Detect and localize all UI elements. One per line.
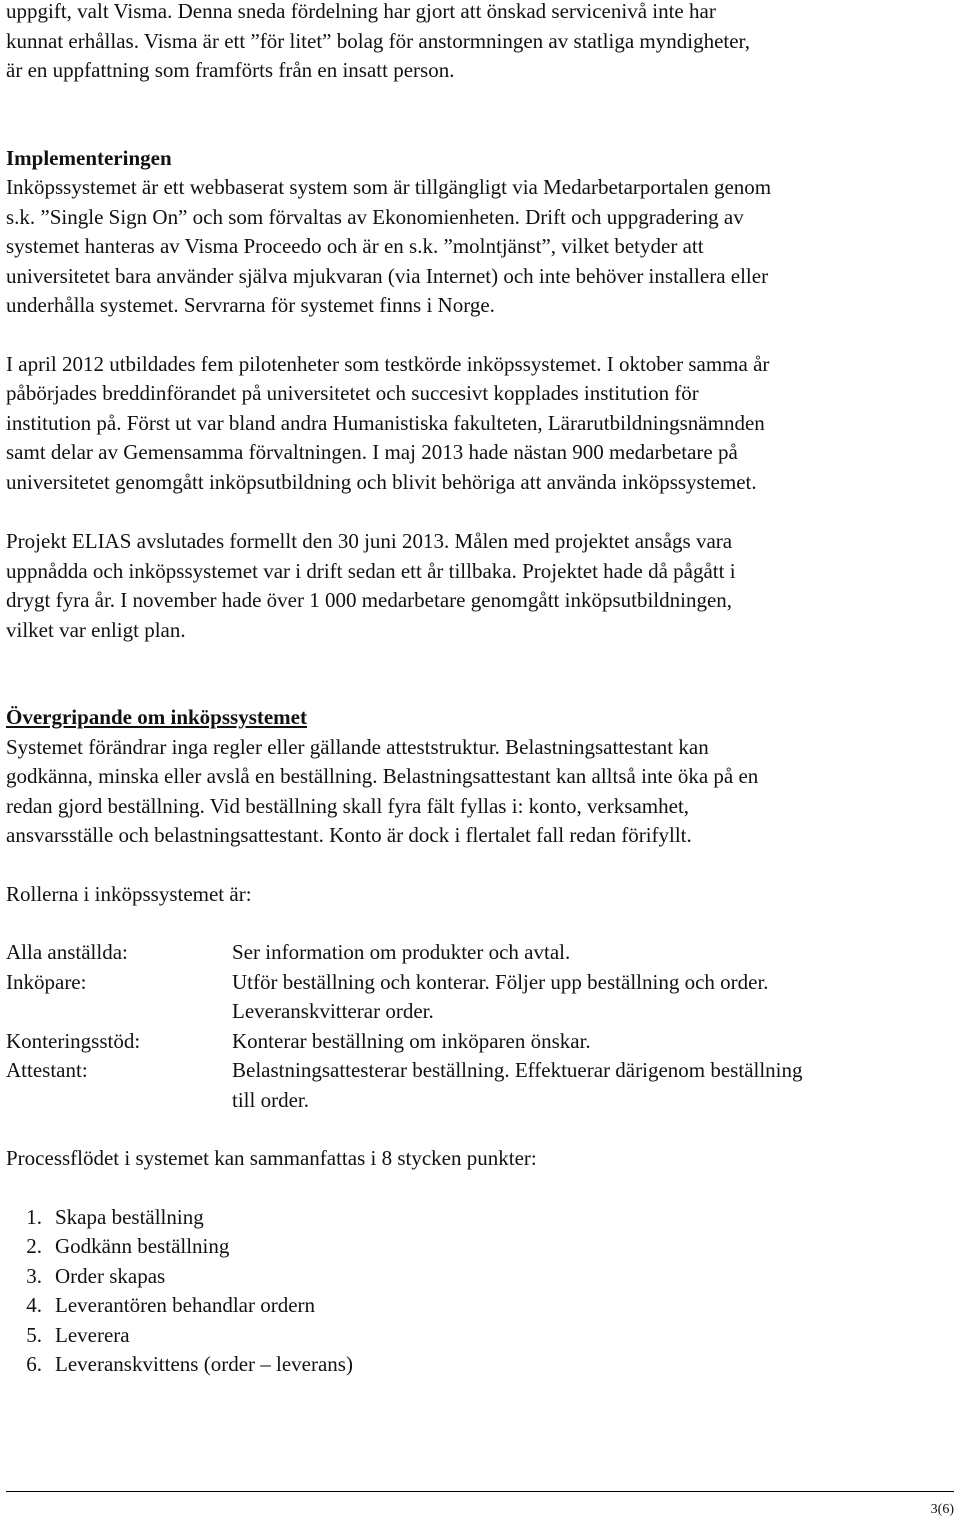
- text-line: underhålla systemet. Servrarna för systemet finns i Norge.: [6, 293, 495, 317]
- list-item-text: Leveranskvittens (order – leverans): [55, 1352, 353, 1376]
- section-heading-implementation: Implementeringen: [6, 145, 172, 170]
- text-line: s.k. ”Single Sign On” och som förvaltas av Ekonomienheten. Drift och uppgradering av: [6, 204, 744, 229]
- role-row: [6, 1027, 941, 1057]
- document-page: [6, 0, 941, 1380]
- role-description: [232, 1027, 941, 1057]
- list-number: 5.: [26, 1322, 42, 1347]
- list-item: [6, 1350, 941, 1380]
- list-item: [6, 1291, 941, 1321]
- list-item-text: Skapa beställning: [55, 1204, 204, 1229]
- overview-section: [6, 703, 941, 851]
- text-line: universitetet bara använder själva mjukvaran (via Internet) och inte behöver installera eller: [6, 263, 769, 288]
- text-line: uppnådda och inköpssystemet var i drift sedan ett år tillbaka. Projektet hade då pågått i: [6, 558, 736, 583]
- list-item-text: Godkänn beställning: [55, 1234, 230, 1258]
- text-line: Belastningsattesterar beställning. Effektuerar därigenom beställning: [232, 1058, 803, 1082]
- text-line: Inköpssystemet är ett webbaserat system som är tillgängligt via Medarbetarportalen genom: [6, 175, 772, 199]
- list-item: [6, 1203, 941, 1233]
- process-intro: Processflödet i systemet kan sammanfattas i 8 stycken punkter:: [6, 1146, 537, 1170]
- role-description: [232, 1056, 941, 1115]
- page-number: 3(6): [930, 1502, 954, 1517]
- text-line: I april 2012 utbildades fem pilotenheter som testkörde inköpssystemet. I oktober samma år: [6, 351, 770, 376]
- text-line: godkänna, minska eller avslå en beställning. Belastningsattestant kan alltså inte öka på en: [6, 764, 759, 788]
- text-line: uppgift, valt Visma. Denna sneda fördelning har gjort att önskad servicenivå inte har: [6, 0, 716, 23]
- text-line: Utför beställning och konterar. Följer upp beställning och order.: [232, 969, 769, 994]
- text-line: påbörjades breddinförandet på universitetet och succesivt kopplades institution för: [6, 381, 699, 405]
- list-number: 1.: [26, 1204, 42, 1229]
- implementation-section: [6, 144, 941, 321]
- project-paragraph: [6, 527, 941, 645]
- text-line: Leveranskvitterar order.: [232, 999, 434, 1023]
- role-description: [232, 968, 941, 1027]
- text-line: ansvarsställe och belastningsattestant. Konto är dock i flertalet fall redan förifyllt.: [6, 823, 692, 847]
- roles-list: [6, 938, 941, 1115]
- role-name: Alla anställda:: [6, 940, 128, 964]
- text-line: samt delar av Gemensamma förvaltningen. I maj 2013 hade nästan 900 medarbetare på: [6, 440, 738, 464]
- roles-intro: Rollerna i inköpssystemet är:: [6, 881, 252, 906]
- text-line: universitetet genomgått inköpsutbildning och blivit behöriga att använda inköpssystemet.: [6, 469, 757, 494]
- text-line: Konterar beställning om inköparen önskar.: [232, 1028, 591, 1053]
- text-line: Projekt ELIAS avslutades formellt den 30 juni 2013. Målen med projektet ansågs vara: [6, 529, 733, 553]
- process-steps-list: [6, 1203, 941, 1380]
- list-number: 4.: [26, 1293, 42, 1317]
- text-line: kunnat erhållas. Visma är ett ”för litet” bolag för anstormningen av statliga myndigheter,: [6, 28, 750, 53]
- role-row: [6, 968, 941, 1027]
- text-line: drygt fyra år. I november hade över 1 000 medarbetare genomgått inköpsutbildningen,: [6, 588, 733, 612]
- list-item-text: Leverera: [55, 1322, 130, 1347]
- role-description: [232, 938, 941, 968]
- role-name: Attestant:: [6, 1058, 88, 1082]
- list-number: 2.: [26, 1234, 42, 1258]
- list-item: [6, 1232, 941, 1262]
- text-line: institution på. Först ut var bland andra Humanistiska fakulteten, Lärarutbildningsnämnden: [6, 410, 765, 435]
- intro-paragraph: [6, 0, 941, 86]
- text-line: är en uppfattning som framförts från en insatt person.: [6, 58, 455, 82]
- text-line: Systemet förändrar inga regler eller gällande atteststruktur. Belastningsattestant kan: [6, 734, 709, 759]
- role-row: [6, 938, 941, 968]
- list-number: 6.: [26, 1352, 42, 1376]
- section-heading-overview: Övergripande om inköpssystemet: [6, 705, 307, 729]
- list-item: [6, 1321, 941, 1351]
- text-line: Ser information om produkter och avtal.: [232, 940, 571, 964]
- role-name: Inköpare:: [6, 969, 87, 994]
- text-line: systemet hanteras av Visma Proceedo och är en s.k. ”molntjänst”, vilket betyder att: [6, 234, 704, 258]
- list-item-text: Leverantören behandlar ordern: [55, 1293, 316, 1317]
- text-line: till order.: [232, 1087, 309, 1112]
- text-line: redan gjord beställning. Vid beställning skall fyra fält fyllas i: konto, verksamhet,: [6, 793, 690, 818]
- pilot-paragraph: [6, 350, 941, 498]
- role-row: [6, 1056, 941, 1115]
- text-line: vilket var enligt plan.: [6, 617, 186, 642]
- list-number: 3.: [26, 1263, 42, 1288]
- role-name: Konteringsstöd:: [6, 1028, 141, 1053]
- footer-divider: [6, 1491, 954, 1492]
- list-item: [6, 1262, 941, 1292]
- list-item-text: Order skapas: [55, 1263, 166, 1288]
